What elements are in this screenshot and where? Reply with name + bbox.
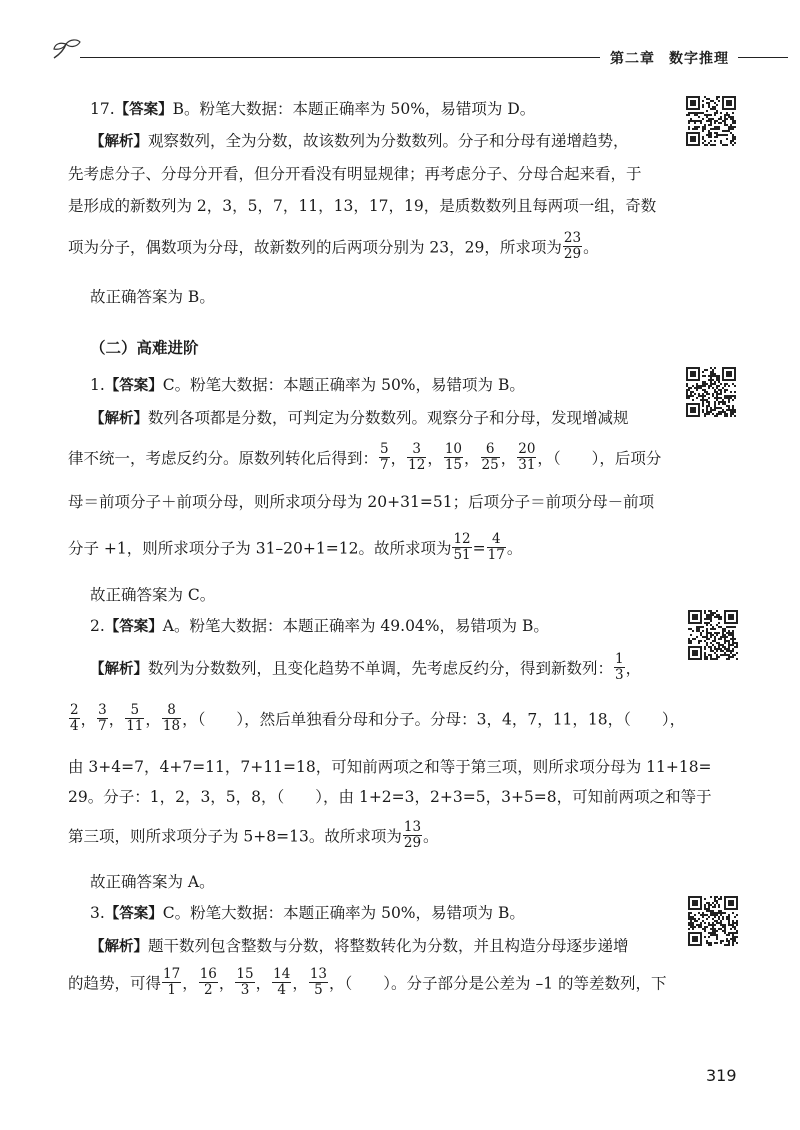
analysis-tag: 【解析】 bbox=[90, 939, 148, 955]
chapter-title: 数字推理 bbox=[669, 51, 729, 67]
q2-answer-line bbox=[90, 614, 549, 636]
q2-analysis-line3: 由 3+4=7，4+7=11，7+11=18，可知前两项之和等于第三项，则所求项分母为 11+18= bbox=[68, 758, 712, 776]
fraction: $\frac{5}{7}$ bbox=[380, 441, 389, 473]
answer-text: C。粉笔大数据：本题正确率为 50%，易错项为 B。 bbox=[162, 376, 525, 394]
qr-code-icon[interactable] bbox=[686, 367, 736, 417]
fraction: $\frac{4}{17}$ bbox=[487, 531, 505, 563]
answer-tag: 【答案】 bbox=[104, 619, 163, 635]
qr-code-icon[interactable] bbox=[688, 896, 738, 946]
q3-answer-line bbox=[90, 901, 525, 923]
analysis-tag: 【解析】 bbox=[90, 661, 148, 678]
fraction: $\frac{16}{2}$ bbox=[199, 966, 217, 998]
leaf-icon bbox=[50, 36, 84, 62]
answer-tag: 【答案】 bbox=[104, 906, 163, 922]
q17-analysis-line2: 先考虑分子、分母分开看，但分开看没有明显规律；再考虑分子、分母合起来看，于 bbox=[68, 165, 642, 183]
fraction: $\frac{15}{3}$ bbox=[236, 966, 254, 998]
analysis-text: 观察数列，全为分数，故该数列为分数数列。分子和分母有递增趋势， bbox=[148, 132, 629, 150]
fraction: $\frac{1}{3}$ bbox=[615, 651, 624, 683]
analysis-text: 数列各项都是分数，可判定为分数数列。观察分子和分母，发现增减规 bbox=[148, 409, 629, 427]
question-number: 17. bbox=[90, 100, 115, 118]
fraction: $\frac{10}{15}$ bbox=[444, 441, 463, 473]
answer-tag: 【答案】 bbox=[104, 378, 163, 394]
fraction: $\frac{23}{29}$ bbox=[563, 230, 582, 262]
q1-answer-line bbox=[90, 373, 525, 395]
q3-analysis-line1 bbox=[90, 934, 629, 956]
qr-code-icon[interactable] bbox=[686, 96, 736, 146]
fraction: $\frac{13}{5}$ bbox=[309, 966, 328, 998]
analysis-tag: 【解析】 bbox=[90, 134, 148, 150]
question-number: 2. bbox=[90, 617, 105, 635]
qr-code-icon[interactable] bbox=[688, 610, 738, 660]
running-header bbox=[606, 48, 733, 68]
q1-analysis-line3: 母＝前项分子＋前项分母，则所求项分母为 20+31=51；后项分子＝前项分母－前项 bbox=[68, 493, 655, 511]
q2-analysis-line4: 29。分子：1，2，3，5，8，（ ），由 1+2=3，2+3=5，3+5=8，可知前两项之和等于 bbox=[68, 788, 712, 806]
answer-text: C。粉笔大数据：本题正确率为 50%，易错项为 B。 bbox=[162, 904, 525, 922]
fraction: $\frac{5}{11}$ bbox=[126, 702, 144, 734]
q2-analysis-line5: 第三项，则所求项分子为 5+8=13。故所求项为 $\frac{13}{29}$ 。 bbox=[68, 819, 439, 851]
q2-analysis-line2: $\frac{2}{4}$ ， $\frac{3}{7}$ ， $\frac{5}{11}$ ， $\frac{8}{18}$ ，（ ），然后单独看分母和分子。分母：3，4，7，11，18，（ ）， bbox=[70, 702, 686, 734]
fraction: $\frac{6}{25}$ bbox=[481, 441, 499, 473]
fraction: $\frac{3}{7}$ bbox=[98, 702, 107, 734]
fraction: $\frac{3}{12}$ bbox=[408, 441, 426, 473]
q1-analysis-line4: 分子 +1，则所求项分子为 31–20+1=12。故所求项为 $\frac{12}{51}$ = $\frac{4}{17}$ 。 bbox=[68, 531, 523, 563]
q17-analysis-line3: 是形成的新数列为 2，3，5，7，11，13，17，19，是质数数列且每两项一组，奇数 bbox=[68, 197, 657, 215]
answer-text: B。粉笔大数据：本题正确率为 50%，易错项为 D。 bbox=[172, 100, 536, 118]
fraction: $\frac{2}{4}$ bbox=[70, 702, 79, 734]
question-number: 3. bbox=[90, 904, 105, 922]
analysis-text: 项为分子，偶数项为分母，故新数列的后两项分别为 23，29，所求项为 bbox=[68, 238, 562, 257]
q1-conclusion: 故正确答案为 C。 bbox=[90, 586, 216, 604]
header-rule bbox=[80, 57, 600, 58]
fraction: $\frac{13}{29}$ bbox=[403, 819, 422, 851]
fraction: $\frac{12}{51}$ bbox=[453, 531, 471, 563]
fraction: $\frac{14}{4}$ bbox=[273, 966, 291, 998]
fraction: $\frac{20}{31}$ bbox=[518, 441, 536, 473]
question-number: 1. bbox=[90, 376, 105, 394]
analysis-text: 题干数列包含整数与分数，将整数转化为分数，并且构造分母逐步递增 bbox=[148, 937, 629, 955]
q2-analysis-line1: 【解析】数列为分数数列，且变化趋势不单调，先考虑反约分，得到新数列： $\frac{1}{3}$ ， bbox=[90, 651, 642, 683]
q1-analysis-line1 bbox=[90, 406, 629, 428]
fraction: $\frac{8}{18}$ bbox=[162, 702, 181, 734]
q3-analysis-line2: 的趋势，可得 $\frac{17}{1}$ ， $\frac{16}{2}$ ， $\frac{15}{3}$ ， $\frac{14}{4}$ ， $\frac{13}{5}$ ，（ ）。分子部分是公差为 –1 的等差数列，下 bbox=[68, 966, 667, 998]
q17-conclusion: 故正确答案为 B。 bbox=[90, 288, 215, 306]
answer-tag: 【答案】 bbox=[114, 102, 173, 118]
q2-conclusion: 故正确答案为 A。 bbox=[90, 873, 215, 891]
header-rule-right bbox=[738, 57, 788, 58]
page-number: 319 bbox=[706, 1066, 737, 1085]
q17-analysis-line4: 项为分子，偶数项为分母，故新数列的后两项分别为 23，29，所求项为 $\frac{23}{29}$ 。 bbox=[68, 230, 599, 262]
chapter-number: 第二章 bbox=[610, 51, 655, 67]
q1-analysis-line2: 律不统一，考虑反约分。原数列转化后得到： $\frac{5}{7}$ ， $\frac{3}{12}$ ， $\frac{10}{15}$ ， $\frac{6}{25}$ ， $\frac{20}{31}$ ，（ ），后项分 bbox=[68, 441, 662, 473]
q17-analysis-line1 bbox=[90, 129, 629, 151]
q17-answer-line bbox=[90, 97, 535, 119]
fraction: $\frac{17}{1}$ bbox=[163, 966, 181, 998]
answer-text: A。粉笔大数据：本题正确率为 49.04%，易错项为 B。 bbox=[162, 617, 549, 635]
section-title: （二）高难进阶 bbox=[90, 339, 199, 357]
analysis-tag: 【解析】 bbox=[90, 411, 148, 427]
